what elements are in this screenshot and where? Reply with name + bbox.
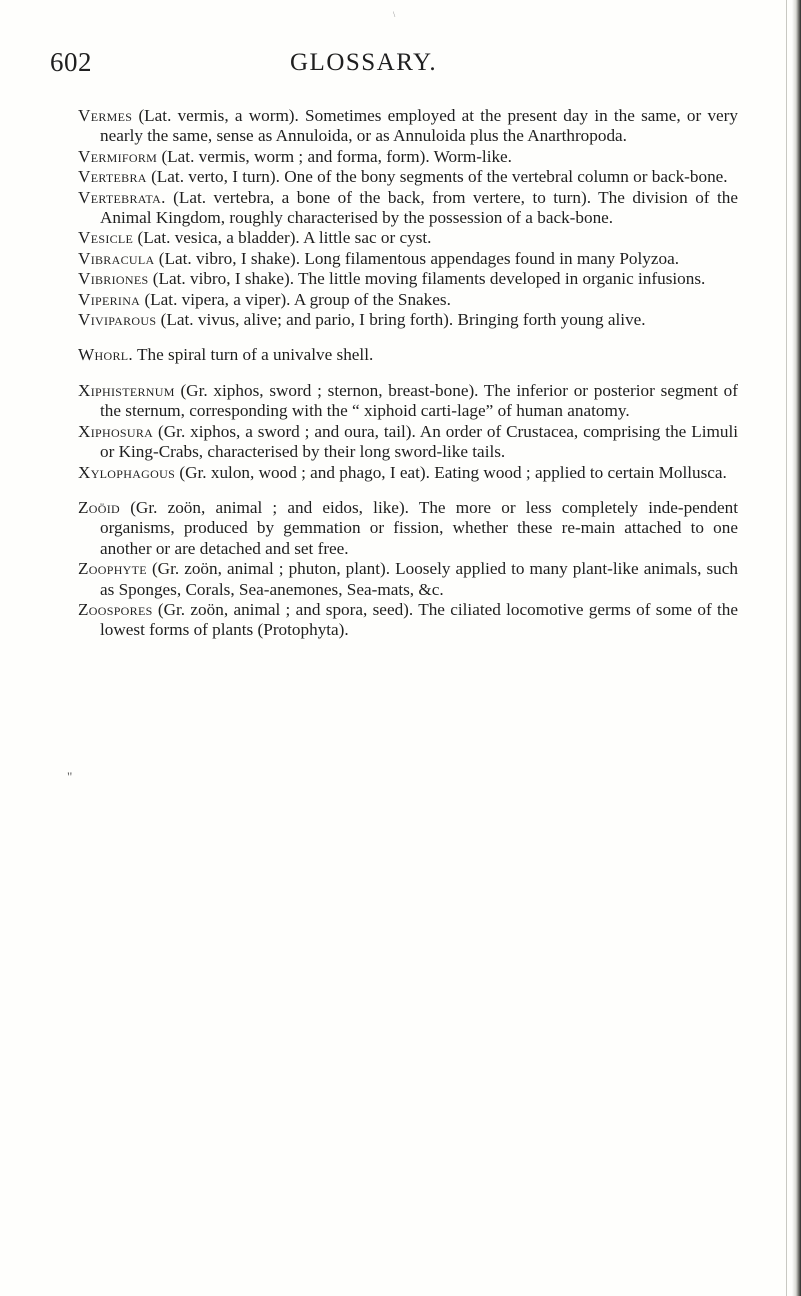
glossary-entry-zoospores [78, 600, 738, 641]
glossary-entry-xiphosura [78, 422, 738, 463]
entry-term: Vermes [78, 106, 133, 125]
page-header [50, 47, 740, 79]
page-number: 602 [50, 47, 92, 77]
glossary-entry-vesicle [78, 228, 738, 248]
entry-term: Vesicle [78, 228, 134, 248]
section-gap [78, 483, 738, 498]
entry-term: Vibracula [78, 248, 155, 268]
entry-term: Zoophyte [78, 559, 147, 579]
entry-definition: (Gr. zoön, animal ; and spora, seed). The ciliated locomotive germs of some of the lowest forms of plants (Protophyta). [100, 599, 738, 640]
entry-definition: (Lat. vermis, worm ; and forma, form). Worm-like. [161, 146, 512, 166]
entry-definition: (Lat. vibro, I shake). Long filamentous appendages found in many Polyzoa. [158, 248, 680, 268]
entry-definition: (Lat. vivus, alive; and pario, I bring forth). Bringing forth young alive. [160, 310, 646, 330]
entry-term: Xylophagous [78, 462, 176, 482]
glossary-entry-vibriones [78, 269, 738, 289]
glossary-entry-vermes [78, 106, 738, 147]
entry-term: Zoöid [78, 497, 120, 517]
glossary-entry-zoophyte [78, 559, 738, 600]
entry-term: Vertebra [78, 167, 147, 187]
entry-definition: (Gr. xulon, wood ; and phago, I eat). Eating wood ; applied to certain Mollusca. [179, 462, 727, 482]
entry-definition: (Lat. vipera, a viper). A group of the Snakes. [144, 289, 451, 309]
entry-term: Viperina [78, 289, 141, 309]
entry-definition: (Lat. verto, I turn). One of the bony segments of the vertebral column or back-bone. [151, 167, 728, 187]
entry-definition: (Lat. vesica, a bladder). A little sac or cyst. [137, 228, 432, 248]
entry-term: Vertebrata. [78, 187, 166, 207]
glossary-entry-zooid [78, 498, 738, 559]
entry-term: Vibriones [78, 269, 149, 289]
glossary-entry-viperina [78, 290, 738, 310]
entry-term: Vermiform [78, 146, 158, 166]
entry-term: Zoospores [78, 599, 153, 619]
glossary-entry-vibracula [78, 249, 738, 269]
entry-definition: (Gr. zoön, animal ; and eidos, like). The more or less completely inde-pendent organisms, produced by gemmation or fission, whether these re-main attached to one another or are detached and set free. [100, 497, 738, 558]
entry-term: Viviparous [78, 310, 157, 330]
entry-definition: The spiral turn of a univalve shell. [137, 345, 374, 365]
running-head: GLOSSARY. [290, 49, 438, 76]
entry-definition: (Lat. vertebra, a bone of the back, from vertere, to turn). The division of the Animal Kingdom, roughly characterised by the possession of a back-bone. [100, 187, 739, 228]
section-gap [78, 366, 738, 381]
glossary-entry-xylophagous [78, 463, 738, 483]
stray-mark: " [67, 769, 73, 784]
glossary-entry-vertebrata [78, 188, 738, 229]
entry-definition: (Gr. xiphos, a sword ; and oura, tail). An order of Crustacea, comprising the Limuli or King-Crabs, characterised by their long sword-like tails. [100, 421, 739, 462]
page-edge-line [786, 0, 787, 1296]
entry-definition: (Lat. vibro, I shake). The little moving filaments developed in organic infusions. [152, 269, 706, 289]
entry-definition: (Gr. zoön, animal ; phuton, plant). Loosely applied to many plant-like animals, such as Sponges, Corals, Sea-anemones, Sea-mats, &c. [100, 559, 738, 599]
entry-definition: (Lat. vermis, a worm). Sometimes employed at the present day in the same, or very nearly the same, sense as Annuloida, or as Annuloida plus the Anarthropoda. [100, 106, 738, 146]
glossary-entry-viviparous [78, 310, 738, 330]
entry-definition: (Gr. xiphos, sword ; sternon, breast-bone). The inferior or posterior segment of the sternum, corresponding with the “ xiphoid carti-lage” of human anatomy. [100, 380, 738, 421]
section-gap [78, 330, 738, 345]
page-edge-shadow [792, 0, 801, 1296]
entry-term: Xiphisternum [78, 380, 175, 400]
top-mark: \ [393, 10, 396, 19]
glossary-entry-whorl [78, 345, 738, 365]
entry-term: Whorl. [78, 345, 133, 365]
glossary-list [78, 106, 738, 641]
entry-term: Xiphosura [78, 421, 154, 441]
glossary-entry-xiphisternum [78, 381, 738, 422]
glossary-entry-vermiform [78, 147, 738, 167]
glossary-entry-vertebra [78, 167, 738, 187]
